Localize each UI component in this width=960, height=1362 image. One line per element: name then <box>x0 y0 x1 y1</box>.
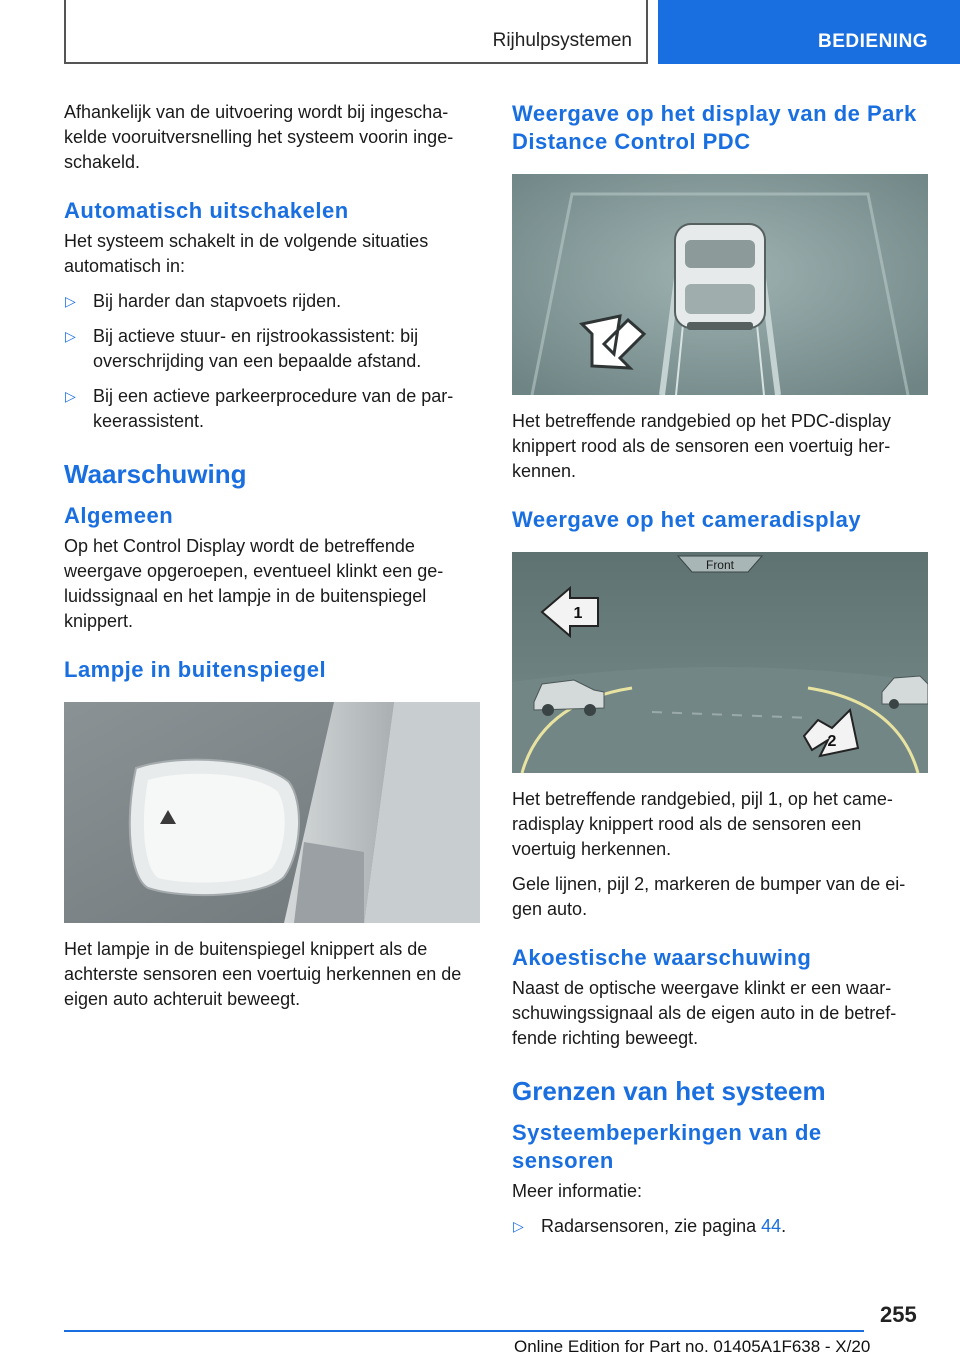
pdc-heading: Weergave op het display van de Park Distance Control PDC <box>512 101 917 154</box>
auto-off-paragraph: Het systeem schakelt in de volgende situaties automatisch in: <box>64 231 429 276</box>
more-info-text: Meer informatie: <box>512 1181 643 1201</box>
triangle-bullet-icon: ▷ <box>65 388 76 404</box>
camera-caption-1: Het betreffende randgebied, pijl 1, op het came-radisplay knippert rood als de sensoren een voertuig herkennen. <box>512 789 893 859</box>
mirror-illustration <box>64 702 480 923</box>
auto-off-heading: Automatisch uitschakelen <box>64 198 349 223</box>
footer-edition: Online Edition for Part no. 01405A1F638 - X/20 <box>514 1337 871 1356</box>
front-label: Front <box>705 558 735 572</box>
general-heading: Algemeen <box>64 503 174 528</box>
right-column <box>512 100 928 1249</box>
header-chapter-box <box>658 0 960 64</box>
triangle-bullet-icon: ▷ <box>65 328 76 344</box>
warning-heading: Waarschuwing <box>64 459 247 489</box>
triangle-bullet-icon: ▷ <box>65 293 76 309</box>
camera-display-illustration <box>512 552 928 773</box>
arrow-1-label: 1 <box>573 605 583 622</box>
header-chapter-title: BEDIENING <box>818 31 929 52</box>
mirror-caption: Het lampje in de buitenspiegel knippert als de achterste sensoren een voertuig herkennen en de eigen auto achteruit beweegt. <box>64 939 462 1009</box>
page-link[interactable]: 44 <box>761 1216 782 1236</box>
reference-end: . <box>781 1216 787 1236</box>
camera-caption-2: Gele lijnen, pijl 2, markeren de bumper van de ei-gen auto. <box>512 874 906 919</box>
header-section-box <box>64 0 648 64</box>
reference-text: Radarsensoren, zie pagina <box>541 1216 762 1236</box>
list-item <box>64 324 480 374</box>
reference-list <box>512 1214 928 1239</box>
pdc-caption: Het betreffende randgebied op het PDC-display knippert rood als de sensoren een voertuig her-kennen. <box>512 411 891 481</box>
acoustic-heading: Akoestische waarschuwing <box>512 945 812 970</box>
auto-off-list <box>64 289 480 434</box>
intro-paragraph: Afhankelijk van de uitvoering wordt bij ingescha-kelde vooruitversnelling het systeem voorin inge-schakeld. <box>64 102 454 172</box>
page-number: 255 <box>880 1302 917 1327</box>
limits-heading: Grenzen van het systeem <box>512 1076 826 1106</box>
header-section-title: Rijhulpsystemen <box>492 30 632 51</box>
left-column <box>64 100 480 1022</box>
list-item <box>64 384 480 434</box>
list-item-text: Bij actieve stuur- en rijstrookassistent: bij overschrijding van een bepaalde afstand. <box>93 326 422 371</box>
mirror-heading: Lampje in buitenspiegel <box>64 657 327 682</box>
car-top-icon <box>675 224 765 330</box>
footer-divider <box>64 1330 864 1332</box>
acoustic-paragraph: Naast de optische weergave klinkt er een waar-schuwingssignaal als de eigen auto in de betref-fende richting beweegt. <box>512 978 897 1048</box>
camera-heading: Weergave op het cameradisplay <box>512 507 862 532</box>
arrow-2-label: 2 <box>827 733 837 750</box>
triangle-bullet-icon: ▷ <box>513 1218 524 1234</box>
list-item-text: Bij een actieve parkeerprocedure van de par-keerassistent. <box>93 386 454 431</box>
list-item <box>512 1214 928 1239</box>
general-paragraph: Op het Control Display wordt de betreffende weergave opgeroepen, eventueel klinkt een ge-luidssignaal en het lampje in de buitenspiegel knippert. <box>64 536 444 631</box>
list-item-text: Bij harder dan stapvoets rijden. <box>93 291 342 311</box>
pdc-display-illustration <box>512 174 928 395</box>
sensor-limits-heading: Systeembeperkingen van de sensoren <box>512 1120 822 1173</box>
list-item <box>64 289 480 314</box>
